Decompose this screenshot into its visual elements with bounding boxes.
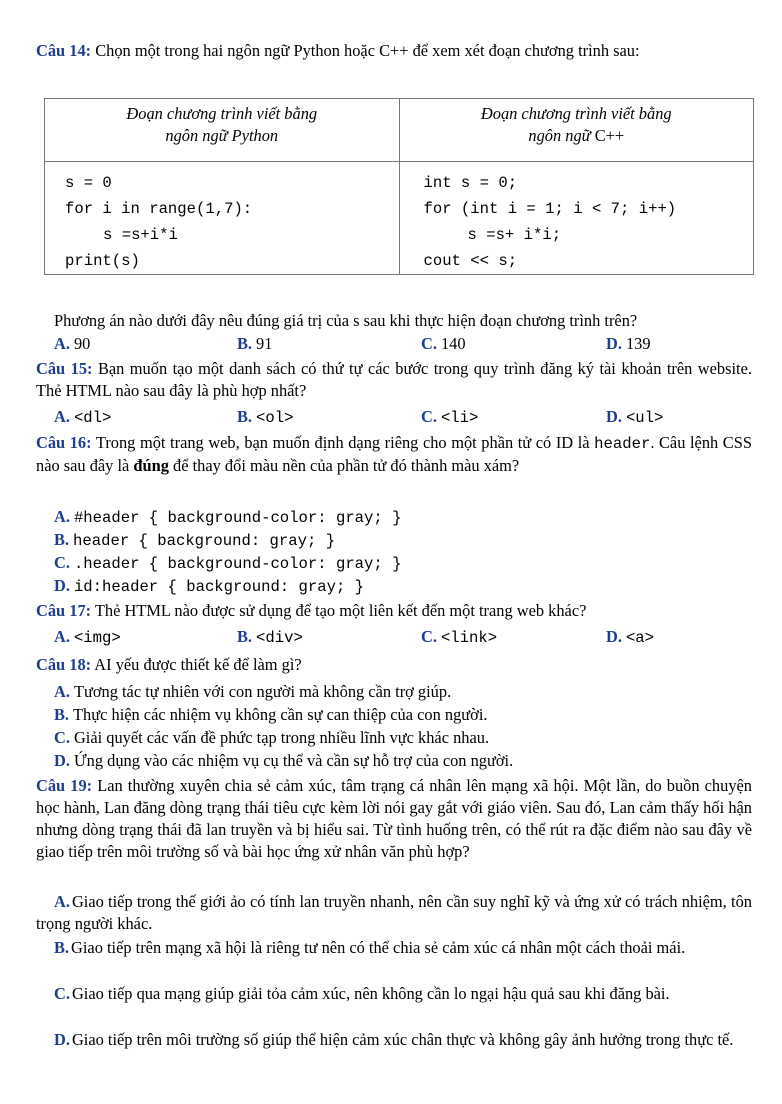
question-18-label: Câu 18: — [36, 655, 92, 674]
option-label: A. — [54, 334, 70, 353]
question-16-text-part: để thay đổi màu nền của phần tử đó thành màu xám? — [168, 456, 520, 475]
question-14-option-c[interactable] — [421, 333, 466, 355]
cpp-code-line: for (int i = 1; i < 7; i++) — [423, 200, 677, 218]
option-label: D. — [54, 576, 70, 595]
option-label: C. — [421, 407, 437, 426]
option-text: <li> — [440, 409, 479, 427]
question-14-prompt: Phương án nào dưới đây nêu đúng giá trị của s sau khi thực hiện đoạn chương trình trên? — [54, 311, 638, 330]
python-header-line-1: Đoạn chương trình viết bằng — [126, 104, 318, 123]
option-label: D. — [54, 751, 70, 770]
question-14-label: Câu 14: — [36, 41, 92, 60]
option-text: header { background: gray; } — [73, 532, 336, 550]
option-label: A. — [54, 507, 70, 526]
option-label: D. — [606, 407, 622, 426]
question-15-label: Câu 15: — [36, 359, 93, 378]
option-text: Ứng dụng vào các nhiệm vụ cụ thể và cần sự hỗ trợ của con người. — [73, 751, 514, 770]
option-text: Thực hiện các nhiệm vụ không cần sự can thiệp của con người. — [73, 705, 488, 724]
question-18-text: AI yếu được thiết kế để làm gì? — [91, 655, 302, 674]
question-17-option-a[interactable] — [54, 626, 121, 649]
question-14-option-b[interactable] — [237, 333, 272, 355]
cpp-code-line: s =s+ i*i; — [467, 226, 562, 244]
option-text: Giao tiếp trên mạng xã hội là riêng tư nên có thể chia sẻ cảm xúc cá nhân một cách thoải mái. — [71, 938, 686, 957]
question-14-text: Chọn một trong hai ngôn ngữ Python hoặc C++ để xem xét đoạn chương trình sau: — [91, 41, 640, 60]
option-text: Tương tác tự nhiên với con người mà không cần trợ giúp. — [73, 682, 452, 701]
question-16-option-b[interactable] — [54, 529, 335, 552]
question-19-option-d[interactable] — [36, 1029, 752, 1051]
option-label: D. — [606, 334, 622, 353]
question-16-label: Câu 16: — [36, 433, 92, 452]
option-label: B. — [237, 627, 253, 646]
question-18-option-b[interactable] — [54, 704, 487, 726]
question-19-label: Câu 19: — [36, 776, 93, 795]
option-label: C. — [54, 728, 70, 747]
option-text: <link> — [440, 629, 498, 647]
option-text: <dl> — [73, 409, 112, 427]
question-19-option-a[interactable] — [36, 891, 752, 935]
option-text: 91 — [256, 334, 273, 353]
option-label: C. — [54, 553, 70, 572]
question-16-text-part: Trong một trang web, bạn muốn định dạng riêng cho một phần tử có ID là — [91, 433, 595, 452]
option-text: <ol> — [256, 409, 294, 427]
cpp-code-line: int s = 0; — [423, 174, 518, 192]
question-15-option-a[interactable] — [54, 406, 111, 429]
option-text: <img> — [73, 629, 121, 647]
question-16-option-c[interactable] — [54, 552, 401, 575]
question-18-option-a[interactable] — [54, 681, 451, 703]
question-17-option-c[interactable] — [421, 626, 497, 649]
question-16-stem — [36, 432, 752, 477]
question-19-option-b[interactable] — [36, 937, 752, 959]
option-label: C. — [421, 627, 437, 646]
option-label: C. — [421, 334, 437, 353]
question-14-stem — [36, 40, 752, 62]
question-16-option-d[interactable] — [54, 575, 364, 598]
question-18-option-c[interactable] — [54, 727, 489, 749]
question-17-text: Thẻ HTML nào được sử dụng để tạo một liên kết đến một trang web khác? — [91, 601, 587, 620]
code-comparison-table — [44, 98, 754, 275]
python-code-line: for i in range(1,7): — [65, 200, 253, 218]
option-label: B. — [54, 705, 70, 724]
cpp-column-header — [399, 99, 754, 162]
question-19-stem — [36, 775, 752, 863]
option-text: .header { background-color: gray; } — [73, 555, 402, 573]
cpp-header-line-2 — [400, 125, 754, 147]
option-text: <ul> — [625, 409, 664, 427]
question-17-label: Câu 17: — [36, 601, 92, 620]
option-text: Giải quyết các vấn đề phức tạp trong nhiều lĩnh vực khác nhau. — [73, 728, 490, 747]
option-label: A. — [54, 682, 70, 701]
question-18-option-d[interactable] — [54, 750, 513, 772]
cpp-header-line-1: Đoạn chương trình viết bằng — [480, 104, 672, 123]
option-text: #header { background-color: gray; } — [73, 509, 402, 527]
question-15-option-d[interactable] — [606, 406, 663, 429]
python-code-line: print(s) — [65, 252, 140, 270]
option-text: Giao tiếp qua mạng giúp giải tỏa cảm xúc, nên không cần lo ngại hậu quả sau khi đăng bài. — [71, 984, 670, 1003]
python-code-line: s = 0 — [65, 174, 112, 192]
question-14-option-d[interactable] — [606, 333, 651, 355]
option-label: B. — [54, 938, 70, 957]
python-header-line-2: ngôn ngữ Python — [165, 126, 279, 145]
option-label: A. — [54, 892, 70, 911]
question-16-option-a[interactable] — [54, 506, 401, 529]
question-16-text-part: . Câu lệnh CSS nào sau đây là — [36, 433, 752, 475]
option-text: <a> — [625, 629, 655, 647]
question-16-code-id: header — [594, 435, 651, 453]
question-17-stem — [36, 600, 752, 622]
option-label: A. — [54, 627, 70, 646]
option-label: B. — [237, 407, 253, 426]
question-19-option-c[interactable] — [36, 983, 752, 1005]
cpp-header-lang-word: ngôn ngữ — [528, 126, 591, 145]
option-text: id:header { background: gray; } — [73, 578, 365, 596]
option-text: 139 — [625, 334, 651, 353]
option-label: B. — [54, 530, 70, 549]
question-15-option-c[interactable] — [421, 406, 478, 429]
question-16-emphasis: đúng — [133, 456, 169, 475]
option-label: A. — [54, 407, 70, 426]
python-column-header — [45, 99, 400, 162]
option-text: <div> — [256, 629, 303, 647]
option-label: D. — [606, 627, 622, 646]
cpp-code-cell — [399, 162, 754, 275]
question-18-stem — [36, 654, 752, 676]
question-17-option-b[interactable] — [237, 626, 303, 649]
option-text: Giao tiếp trên môi trường số giúp thể hiện cảm xúc chân thực và không gây ảnh hưởng trong thực tế. — [71, 1030, 734, 1049]
option-label: D. — [54, 1030, 70, 1049]
cpp-code-line: cout << s; — [423, 252, 518, 270]
option-text: 140 — [440, 334, 466, 353]
question-15-option-b[interactable] — [237, 406, 293, 429]
python-code-cell — [45, 162, 400, 275]
question-15-text: Bạn muốn tạo một danh sách có thứ tự các bước trong quy trình đăng ký tài khoản trên website. Thẻ HTML nào sau đây là phù hợp nhất? — [36, 359, 752, 400]
question-15-stem — [36, 358, 752, 402]
option-label: B. — [237, 334, 253, 353]
option-text: 90 — [73, 334, 91, 353]
python-code-line: s =s+i*i — [103, 226, 178, 244]
question-14-option-a[interactable] — [54, 333, 90, 355]
question-19-text: Lan thường xuyên chia sẻ cảm xúc, tâm trạng cá nhân lên mạng xã hội. Một lần, do buồn chuyện học hành, Lan đăng dòng trạng thái tiêu cực kèm lời nói gay gắt với giáo viên. Sau đó, Lan cảm thấy hối hận nhưng dòng trạng thái đã lan truyền và bị hiểu sai. Từ tình huống trên, có thể rút ra đặc điểm nào sau đây về giao tiếp trên môi trường số và bài học ứng xử nhân văn phù hợp? — [36, 776, 752, 861]
option-text: Giao tiếp trong thế giới ảo có tính lan truyền nhanh, nên cần suy nghĩ kỹ và ứng xử có trách nhiệm, tôn trọng người khác. — [36, 892, 752, 933]
option-label: C. — [54, 984, 70, 1003]
cpp-header-lang-name: C++ — [594, 126, 625, 145]
question-17-option-d[interactable] — [606, 626, 654, 649]
